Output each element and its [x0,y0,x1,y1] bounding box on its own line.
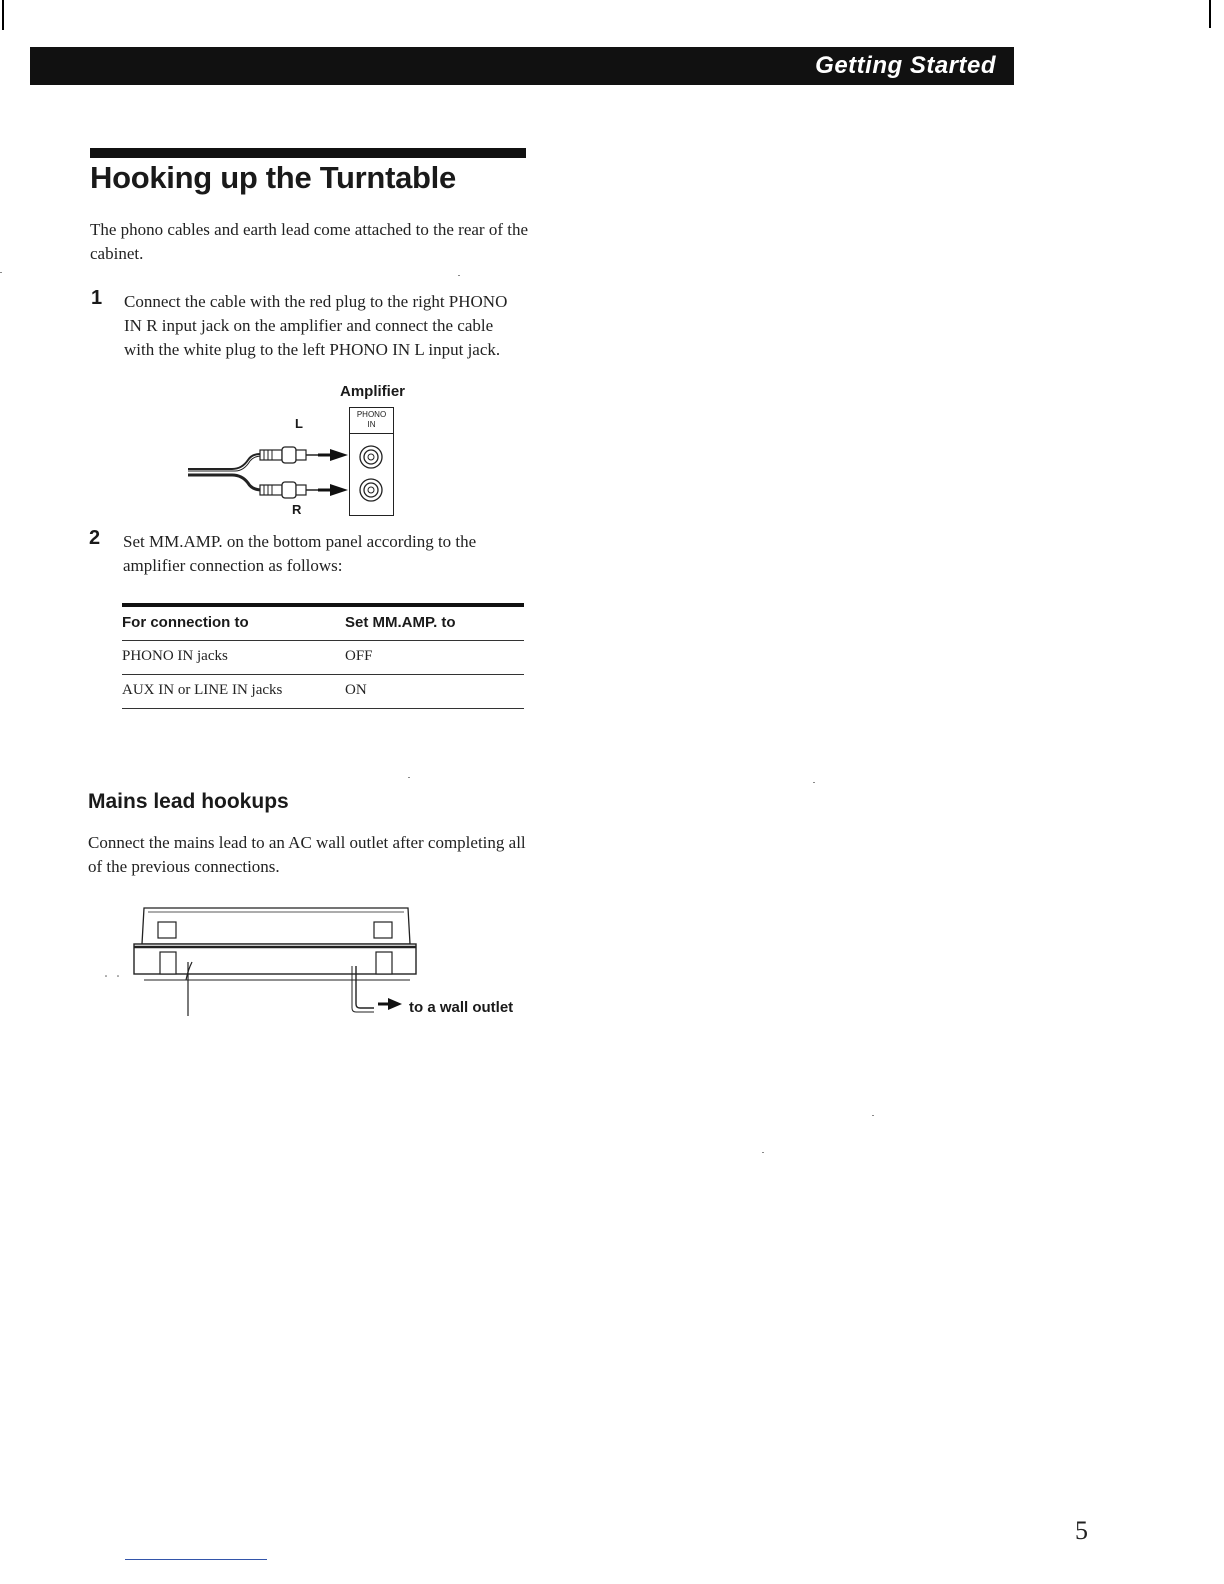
header-title: Getting Started [815,52,996,79]
dust-cover [142,908,410,944]
arrow-left-head [330,449,348,461]
step-text: Set MM.AMP. on the bottom panel according to the amplifier connection as follows: [123,532,477,575]
post-right [376,952,392,974]
plug-left [260,447,318,463]
amplifier-panel [349,407,394,516]
table-cell: OFF [345,648,373,664]
scan-speck [813,782,815,783]
mains-section-title: Mains lead hookups [88,790,289,813]
phono-in-label [350,408,393,434]
right-channel-label: R [292,502,302,517]
scan-speck [872,1115,874,1116]
scan-speck [408,777,410,778]
table-header-cell: For connection to [122,614,249,631]
arrow-right-head [330,484,348,496]
table-cell: ON [345,682,367,698]
table-row [122,641,524,675]
mm-amp-settings-table [122,603,524,709]
phono-in-label-line2: IN [367,420,376,429]
amplifier-label: Amplifier [340,383,406,400]
table-cell: AUX IN or LINE IN jacks [122,682,283,698]
hinge-right [374,922,392,938]
phono-in-label-line1: PHONO [356,410,387,419]
cable-diagram [180,380,480,520]
scan-speck [0,272,2,273]
scan-speck [458,275,460,276]
outlet-arrow-head [388,998,402,1010]
table-header-cell: Set MM.AMP. to [345,614,456,631]
page-number: 5 [1075,1516,1088,1545]
table-row [122,675,524,709]
table-cell: PHONO IN jacks [122,648,228,664]
left-channel-label: L [295,416,303,431]
mains-paragraph: Connect the mains lead to an AC wall outlet after completing all of the previous connections. [88,833,526,876]
step-text: Connect the cable with the red plug to the right PHONO IN R input jack on the amplifier and connect the cable with the white plug to the left PHONO IN L input jack. [124,292,508,359]
crop-mark-right [1209,0,1211,28]
step-number: 2 [89,527,101,549]
amplifier-connection-figure [180,380,480,520]
scan-speck [762,1152,764,1153]
section-title: Hooking up the Turntable [90,160,456,195]
post-left [160,952,176,974]
footer-rule [125,1559,267,1560]
mains-connection-figure [100,900,530,1025]
hinge-left [158,922,176,938]
step-number: 1 [91,287,103,309]
header-band [30,47,1014,85]
intro-paragraph: The phono cables and earth lead come attached to the rear of the cabinet. [90,220,529,263]
wall-outlet-label: to a wall outlet [409,999,514,1016]
plug-right [260,482,318,498]
crop-mark-left [2,0,4,30]
table-header-row [122,607,524,641]
section-rule [90,148,526,158]
